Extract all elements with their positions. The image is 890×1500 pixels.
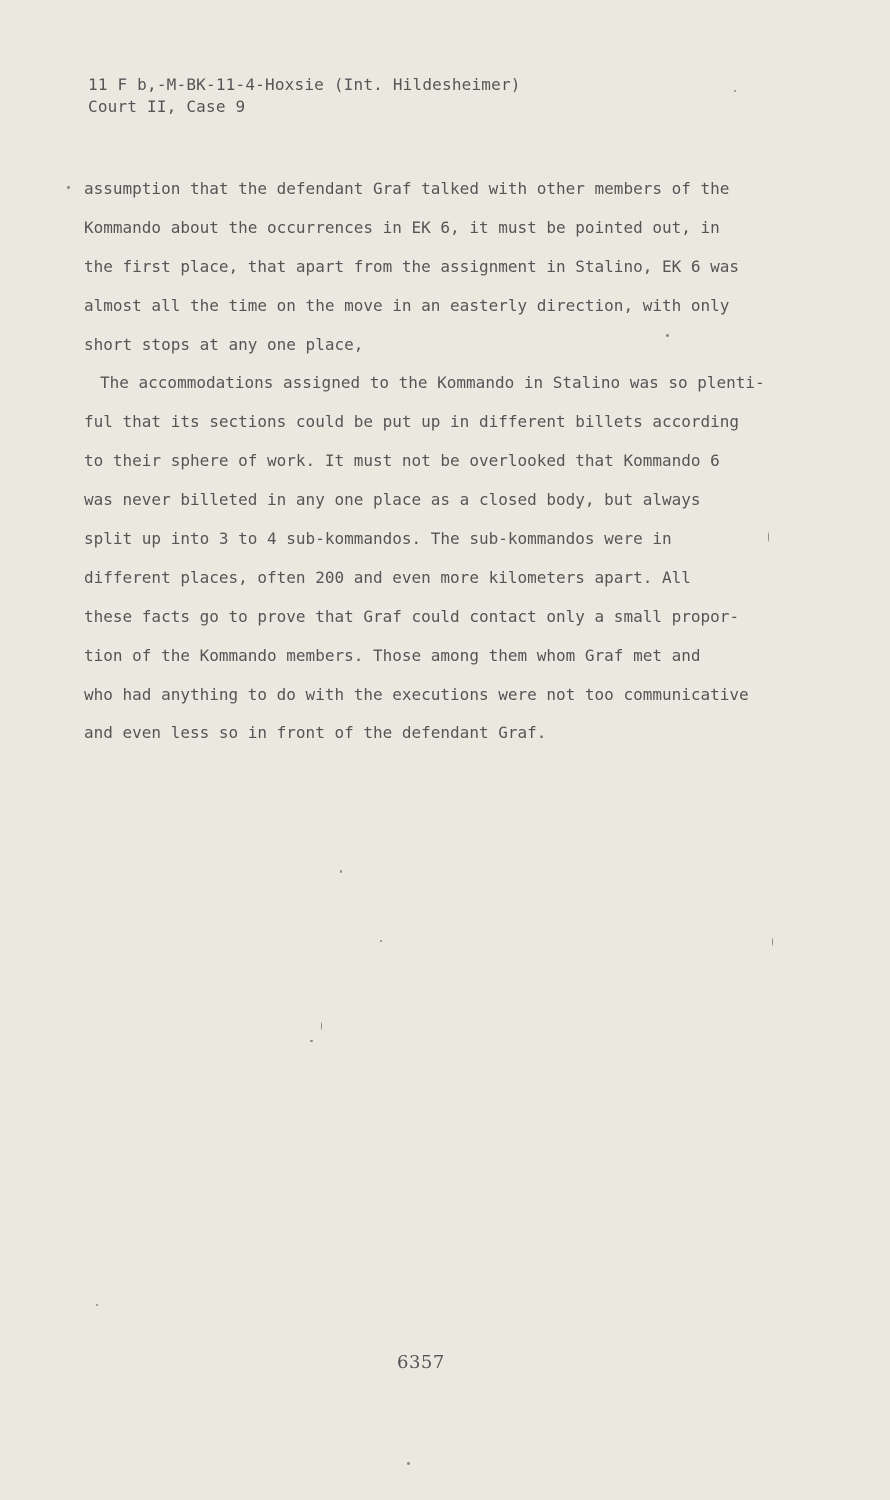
- paper-speck: [96, 1304, 98, 1306]
- body-line: different places, often 200 and even more kilometers apart. All: [84, 567, 691, 587]
- body-line: to their sphere of work. It must not be overlooked that Kommando 6: [84, 451, 720, 471]
- paper-speck: [734, 90, 736, 92]
- body-line: these facts go to prove that Graf could contact only a small propor-: [84, 606, 740, 626]
- page-number: 6357: [397, 1352, 445, 1373]
- paper-speck: [310, 1040, 313, 1042]
- paper-speck: [666, 334, 669, 337]
- body-line: was never billeted in any one place as a closed body, but always: [84, 490, 701, 510]
- body-line: who had anything to do with the executions were not too communicative: [84, 684, 749, 704]
- body-line: The accommodations assigned to the Kommando in Stalino was so plenti-: [100, 373, 765, 393]
- body-line: tion of the Kommando members. Those among them whom Graf met and: [84, 645, 701, 665]
- header-court-line: Court II, Case 9: [88, 97, 246, 116]
- body-line: assumption that the defendant Graf talked with other members of the: [84, 179, 730, 198]
- document-header: [88, 74, 521, 118]
- body-line: Kommando about the occurrences in EK 6, it must be pointed out, in: [84, 217, 720, 237]
- document-body: [84, 170, 784, 753]
- paper-speck: [380, 940, 382, 942]
- body-line: the first place, that apart from the assignment in Stalino, EK 6 was: [84, 256, 740, 276]
- paper-speck: [321, 1022, 322, 1030]
- paper-speck: [67, 186, 70, 189]
- header-reference-line: 11 F b,-M-BK-11-4-Hoxsie (Int. Hildesheimer): [88, 75, 521, 94]
- paper-speck: [772, 938, 773, 946]
- body-line: and even less so in front of the defendant Graf.: [84, 723, 547, 743]
- body-line: split up into 3 to 4 sub-kommandos. The sub-kommandos were in: [84, 529, 672, 549]
- body-line: short stops at any one place,: [84, 334, 364, 354]
- body-line: almost all the time on the move in an easterly direction, with only: [84, 295, 730, 315]
- paper-speck: [407, 1462, 410, 1465]
- body-line: ful that its sections could be put up in different billets according: [84, 412, 740, 432]
- paper-speck: [768, 532, 769, 542]
- paper-speck: [340, 870, 342, 873]
